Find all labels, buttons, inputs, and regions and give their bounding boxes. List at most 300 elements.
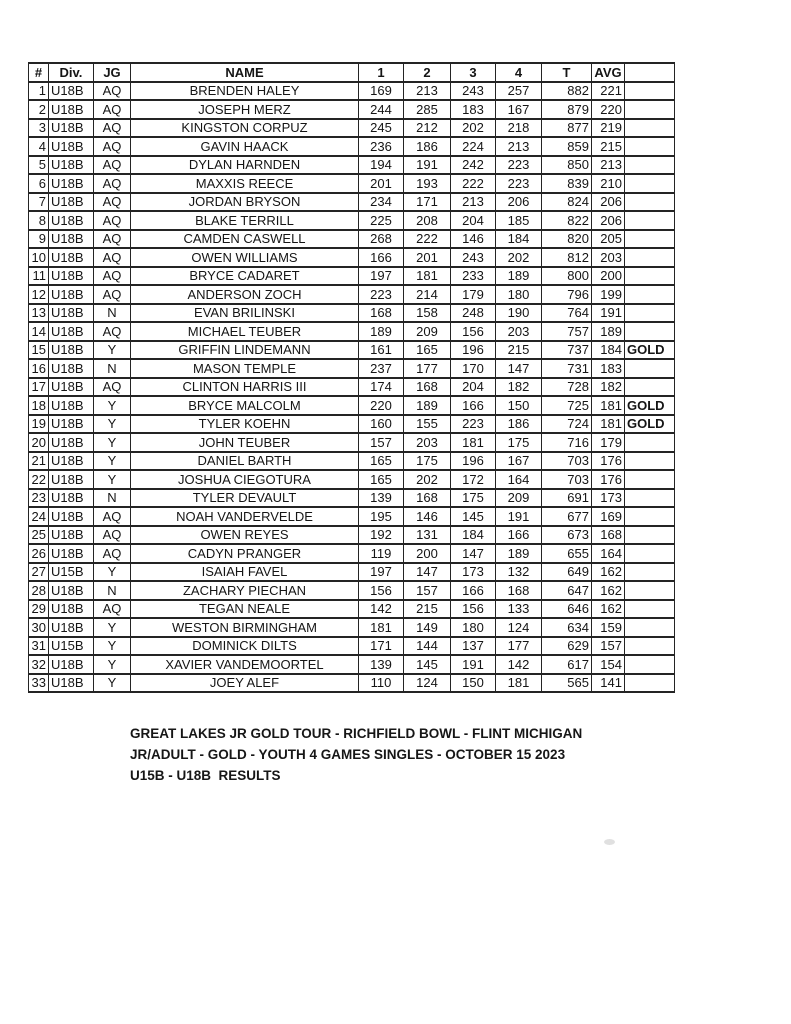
cell-game3: 179: [451, 285, 496, 304]
cell-avg: 184: [592, 341, 625, 360]
cell-jg: Y: [94, 470, 131, 489]
cell-game2: 201: [404, 248, 451, 267]
cell-game3: 172: [451, 470, 496, 489]
cell-game3: 147: [451, 544, 496, 563]
cell-game4: 203: [496, 322, 542, 341]
cell-jg: AQ: [94, 211, 131, 230]
cell-jg: AQ: [94, 174, 131, 193]
cell-total: 728: [542, 378, 592, 397]
cell-rank: 20: [29, 433, 49, 452]
table-row: [29, 600, 675, 619]
cell-game1: 165: [359, 470, 404, 489]
cell-game1: 169: [359, 82, 404, 101]
cell-total: 796: [542, 285, 592, 304]
cell-award: [625, 156, 675, 175]
cell-avg: 157: [592, 637, 625, 656]
cell-award: [625, 600, 675, 619]
cell-total: 646: [542, 600, 592, 619]
cell-total: 649: [542, 563, 592, 582]
cell-game4: 150: [496, 396, 542, 415]
cell-game2: 168: [404, 378, 451, 397]
cell-award: [625, 674, 675, 693]
cell-game2: 212: [404, 119, 451, 138]
table-row: [29, 489, 675, 508]
cell-award: [625, 526, 675, 545]
cell-avg: 162: [592, 581, 625, 600]
cell-division: U18B: [49, 359, 94, 378]
cell-total: 839: [542, 174, 592, 193]
cell-game4: 218: [496, 119, 542, 138]
cell-game1: 166: [359, 248, 404, 267]
cell-division: U18B: [49, 396, 94, 415]
cell-avg: 162: [592, 563, 625, 582]
table-row: [29, 378, 675, 397]
cell-game2: 147: [404, 563, 451, 582]
cell-division: U18B: [49, 655, 94, 674]
cell-game2: 214: [404, 285, 451, 304]
header-cell-award-spacer: [625, 63, 675, 82]
cell-division: U18B: [49, 341, 94, 360]
cell-avg: 200: [592, 267, 625, 286]
cell-game1: 174: [359, 378, 404, 397]
table-row: [29, 304, 675, 323]
cell-game4: 190: [496, 304, 542, 323]
cell-game1: 197: [359, 563, 404, 582]
table-row: [29, 526, 675, 545]
cell-game1: 119: [359, 544, 404, 563]
cell-game2: 209: [404, 322, 451, 341]
cell-name: XAVIER VANDEMOORTEL: [131, 655, 359, 674]
cell-total: 764: [542, 304, 592, 323]
cell-game1: 225: [359, 211, 404, 230]
cell-name: ANDERSON ZOCH: [131, 285, 359, 304]
cell-name: ISAIAH FAVEL: [131, 563, 359, 582]
header-cell-name: NAME: [131, 63, 359, 82]
cell-game2: 168: [404, 489, 451, 508]
table-row: [29, 82, 675, 101]
cell-name: DYLAN HARNDEN: [131, 156, 359, 175]
cell-game1: 181: [359, 618, 404, 637]
cell-name: BRENDEN HALEY: [131, 82, 359, 101]
cell-avg: 176: [592, 470, 625, 489]
cell-game3: 243: [451, 248, 496, 267]
cell-game2: 124: [404, 674, 451, 693]
cell-name: MICHAEL TEUBER: [131, 322, 359, 341]
cell-award: [625, 285, 675, 304]
cell-total: 737: [542, 341, 592, 360]
cell-award: [625, 193, 675, 212]
cell-game2: 145: [404, 655, 451, 674]
cell-game1: 192: [359, 526, 404, 545]
cell-avg: 183: [592, 359, 625, 378]
cell-award: [625, 655, 675, 674]
cell-rank: 19: [29, 415, 49, 434]
cell-total: 703: [542, 452, 592, 471]
cell-name: BLAKE TERRILL: [131, 211, 359, 230]
cell-game3: 196: [451, 452, 496, 471]
cell-game1: 220: [359, 396, 404, 415]
cell-total: 647: [542, 581, 592, 600]
cell-award: [625, 267, 675, 286]
cell-game4: 168: [496, 581, 542, 600]
header-cell-game4: 4: [496, 63, 542, 82]
cell-total: 757: [542, 322, 592, 341]
cell-name: GAVIN HAACK: [131, 137, 359, 156]
scan-artifact: [604, 839, 615, 845]
cell-total: 859: [542, 137, 592, 156]
cell-game3: 243: [451, 82, 496, 101]
cell-rank: 33: [29, 674, 49, 693]
cell-division: U15B: [49, 637, 94, 656]
cell-game2: 202: [404, 470, 451, 489]
table-row: [29, 415, 675, 434]
cell-rank: 27: [29, 563, 49, 582]
cell-avg: 203: [592, 248, 625, 267]
cell-division: U18B: [49, 322, 94, 341]
cell-award: [625, 507, 675, 526]
cell-total: 629: [542, 637, 592, 656]
cell-award: [625, 322, 675, 341]
cell-division: U18B: [49, 156, 94, 175]
cell-game3: 180: [451, 618, 496, 637]
cell-division: U18B: [49, 674, 94, 693]
cell-game4: 147: [496, 359, 542, 378]
cell-game2: 186: [404, 137, 451, 156]
table-row: [29, 174, 675, 193]
cell-game2: 193: [404, 174, 451, 193]
cell-rank: 23: [29, 489, 49, 508]
cell-game1: 197: [359, 267, 404, 286]
cell-game4: 166: [496, 526, 542, 545]
cell-game4: 215: [496, 341, 542, 360]
cell-award: [625, 82, 675, 101]
cell-division: U18B: [49, 470, 94, 489]
table-row: [29, 156, 675, 175]
header-cell-total: T: [542, 63, 592, 82]
cell-total: 822: [542, 211, 592, 230]
cell-game1: 161: [359, 341, 404, 360]
cell-rank: 2: [29, 100, 49, 119]
cell-jg: Y: [94, 341, 131, 360]
cell-jg: AQ: [94, 100, 131, 119]
cell-rank: 7: [29, 193, 49, 212]
cell-jg: AQ: [94, 378, 131, 397]
cell-rank: 14: [29, 322, 49, 341]
cell-name: TEGAN NEALE: [131, 600, 359, 619]
cell-jg: Y: [94, 433, 131, 452]
cell-game3: 183: [451, 100, 496, 119]
cell-jg: Y: [94, 637, 131, 656]
cell-jg: AQ: [94, 119, 131, 138]
cell-jg: Y: [94, 674, 131, 693]
header-cell-division: Div.: [49, 63, 94, 82]
cell-avg: 176: [592, 452, 625, 471]
cell-name: MAXXIS REECE: [131, 174, 359, 193]
cell-game4: 257: [496, 82, 542, 101]
cell-game3: 156: [451, 600, 496, 619]
cell-avg: 189: [592, 322, 625, 341]
cell-avg: 168: [592, 526, 625, 545]
cell-game3: 224: [451, 137, 496, 156]
table-row: [29, 507, 675, 526]
cell-division: U18B: [49, 600, 94, 619]
cell-name: ZACHARY PIECHAN: [131, 581, 359, 600]
cell-game1: 244: [359, 100, 404, 119]
cell-game1: 168: [359, 304, 404, 323]
cell-rank: 18: [29, 396, 49, 415]
cell-name: BRYCE MALCOLM: [131, 396, 359, 415]
cell-total: 677: [542, 507, 592, 526]
cell-total: 565: [542, 674, 592, 693]
cell-rank: 8: [29, 211, 49, 230]
cell-name: CLINTON HARRIS III: [131, 378, 359, 397]
tournament-caption: [130, 723, 582, 786]
cell-avg: 215: [592, 137, 625, 156]
cell-game3: 166: [451, 581, 496, 600]
table-row: [29, 100, 675, 119]
table-row: [29, 452, 675, 471]
cell-game2: 158: [404, 304, 451, 323]
cell-jg: Y: [94, 452, 131, 471]
cell-game4: 185: [496, 211, 542, 230]
cell-total: 731: [542, 359, 592, 378]
cell-jg: AQ: [94, 137, 131, 156]
cell-game4: 202: [496, 248, 542, 267]
cell-jg: Y: [94, 396, 131, 415]
cell-jg: AQ: [94, 193, 131, 212]
cell-total: 824: [542, 193, 592, 212]
cell-game2: 155: [404, 415, 451, 434]
table-row: [29, 193, 675, 212]
cell-rank: 12: [29, 285, 49, 304]
cell-avg: 169: [592, 507, 625, 526]
cell-rank: 15: [29, 341, 49, 360]
cell-rank: 32: [29, 655, 49, 674]
cell-game3: 166: [451, 396, 496, 415]
cell-name: MASON TEMPLE: [131, 359, 359, 378]
cell-total: 655: [542, 544, 592, 563]
cell-game4: 206: [496, 193, 542, 212]
cell-total: 812: [542, 248, 592, 267]
cell-game1: 139: [359, 489, 404, 508]
cell-game1: 237: [359, 359, 404, 378]
cell-name: JORDAN BRYSON: [131, 193, 359, 212]
cell-total: 691: [542, 489, 592, 508]
cell-game1: 110: [359, 674, 404, 693]
cell-total: 617: [542, 655, 592, 674]
cell-division: U18B: [49, 193, 94, 212]
cell-game4: 167: [496, 100, 542, 119]
cell-game1: 157: [359, 433, 404, 452]
cell-award: GOLD: [625, 341, 675, 360]
cell-rank: 16: [29, 359, 49, 378]
cell-name: EVAN BRILINSKI: [131, 304, 359, 323]
cell-name: DOMINICK DILTS: [131, 637, 359, 656]
cell-jg: Y: [94, 563, 131, 582]
cell-game4: 191: [496, 507, 542, 526]
cell-game3: 196: [451, 341, 496, 360]
cell-award: [625, 359, 675, 378]
cell-division: U18B: [49, 137, 94, 156]
table-row: [29, 637, 675, 656]
cell-name: DANIEL BARTH: [131, 452, 359, 471]
cell-total: 716: [542, 433, 592, 452]
table-row: [29, 285, 675, 304]
cell-avg: 182: [592, 378, 625, 397]
cell-game3: 145: [451, 507, 496, 526]
cell-award: [625, 470, 675, 489]
cell-jg: Y: [94, 415, 131, 434]
cell-division: U18B: [49, 248, 94, 267]
cell-rank: 31: [29, 637, 49, 656]
cell-game1: 165: [359, 452, 404, 471]
cell-avg: 199: [592, 285, 625, 304]
cell-division: U18B: [49, 544, 94, 563]
cell-game1: 268: [359, 230, 404, 249]
cell-total: 673: [542, 526, 592, 545]
cell-award: GOLD: [625, 415, 675, 434]
cell-game3: 233: [451, 267, 496, 286]
cell-game2: 189: [404, 396, 451, 415]
table-row: [29, 581, 675, 600]
cell-game1: 142: [359, 600, 404, 619]
cell-rank: 10: [29, 248, 49, 267]
cell-division: U18B: [49, 618, 94, 637]
cell-jg: AQ: [94, 230, 131, 249]
cell-division: U18B: [49, 526, 94, 545]
cell-game3: 191: [451, 655, 496, 674]
cell-jg: AQ: [94, 285, 131, 304]
results-table: [28, 62, 675, 693]
cell-award: [625, 137, 675, 156]
cell-avg: 164: [592, 544, 625, 563]
cell-total: 877: [542, 119, 592, 138]
cell-rank: 17: [29, 378, 49, 397]
cell-game3: 222: [451, 174, 496, 193]
cell-game2: 144: [404, 637, 451, 656]
cell-award: [625, 119, 675, 138]
cell-avg: 213: [592, 156, 625, 175]
cell-division: U18B: [49, 267, 94, 286]
table-row: [29, 230, 675, 249]
cell-avg: 181: [592, 415, 625, 434]
cell-game1: 189: [359, 322, 404, 341]
cell-division: U18B: [49, 230, 94, 249]
cell-total: 725: [542, 396, 592, 415]
cell-division: U18B: [49, 581, 94, 600]
cell-avg: 191: [592, 304, 625, 323]
table-row: [29, 119, 675, 138]
cell-rank: 28: [29, 581, 49, 600]
cell-game2: 222: [404, 230, 451, 249]
header-cell-avg: AVG: [592, 63, 625, 82]
cell-total: 800: [542, 267, 592, 286]
cell-award: [625, 230, 675, 249]
cell-award: [625, 248, 675, 267]
cell-game4: 132: [496, 563, 542, 582]
results-tbody: [29, 82, 675, 693]
cell-game2: 171: [404, 193, 451, 212]
cell-game4: 177: [496, 637, 542, 656]
cell-rank: 22: [29, 470, 49, 489]
table-row: [29, 267, 675, 286]
cell-total: 882: [542, 82, 592, 101]
cell-game4: 133: [496, 600, 542, 619]
cell-total: 724: [542, 415, 592, 434]
header-cell-jg: JG: [94, 63, 131, 82]
cell-game3: 137: [451, 637, 496, 656]
cell-name: TYLER KOEHN: [131, 415, 359, 434]
cell-game4: 189: [496, 267, 542, 286]
table-row: [29, 396, 675, 415]
cell-game2: 175: [404, 452, 451, 471]
table-row: [29, 359, 675, 378]
cell-game1: 194: [359, 156, 404, 175]
cell-jg: AQ: [94, 82, 131, 101]
cell-total: 634: [542, 618, 592, 637]
cell-award: [625, 378, 675, 397]
cell-rank: 29: [29, 600, 49, 619]
cell-game1: 139: [359, 655, 404, 674]
cell-name: WESTON BIRMINGHAM: [131, 618, 359, 637]
cell-rank: 25: [29, 526, 49, 545]
cell-game4: 167: [496, 452, 542, 471]
cell-game4: 186: [496, 415, 542, 434]
cell-avg: 205: [592, 230, 625, 249]
cell-avg: 179: [592, 433, 625, 452]
table-row: [29, 248, 675, 267]
cell-jg: AQ: [94, 600, 131, 619]
cell-game1: 234: [359, 193, 404, 212]
cell-jg: AQ: [94, 526, 131, 545]
caption-line-event: GREAT LAKES JR GOLD TOUR - RICHFIELD BOWL - FLINT MICHIGAN: [130, 726, 583, 741]
cell-game3: 173: [451, 563, 496, 582]
cell-name: OWEN REYES: [131, 526, 359, 545]
cell-game3: 181: [451, 433, 496, 452]
cell-name: CAMDEN CASWELL: [131, 230, 359, 249]
caption-line-format: JR/ADULT - GOLD - YOUTH 4 GAMES SINGLES - OCTOBER 15 2023: [130, 747, 566, 762]
cell-name: BRYCE CADARET: [131, 267, 359, 286]
cell-game2: 203: [404, 433, 451, 452]
cell-jg: AQ: [94, 322, 131, 341]
cell-jg: Y: [94, 618, 131, 637]
cell-game2: 131: [404, 526, 451, 545]
cell-game4: 209: [496, 489, 542, 508]
cell-name: JOHN TEUBER: [131, 433, 359, 452]
table-row: [29, 563, 675, 582]
header-cell-rank: #: [29, 63, 49, 82]
cell-division: U18B: [49, 452, 94, 471]
cell-rank: 24: [29, 507, 49, 526]
cell-jg: Y: [94, 655, 131, 674]
cell-game3: 223: [451, 415, 496, 434]
cell-game4: 180: [496, 285, 542, 304]
cell-jg: N: [94, 359, 131, 378]
header-cell-game2: 2: [404, 63, 451, 82]
cell-game2: 165: [404, 341, 451, 360]
cell-game4: 124: [496, 618, 542, 637]
cell-division: U18B: [49, 507, 94, 526]
header-cell-game1: 1: [359, 63, 404, 82]
cell-game2: 149: [404, 618, 451, 637]
cell-game4: 175: [496, 433, 542, 452]
cell-game4: 189: [496, 544, 542, 563]
cell-division: U18B: [49, 378, 94, 397]
cell-award: [625, 489, 675, 508]
cell-game2: 177: [404, 359, 451, 378]
cell-jg: AQ: [94, 156, 131, 175]
cell-game2: 181: [404, 267, 451, 286]
